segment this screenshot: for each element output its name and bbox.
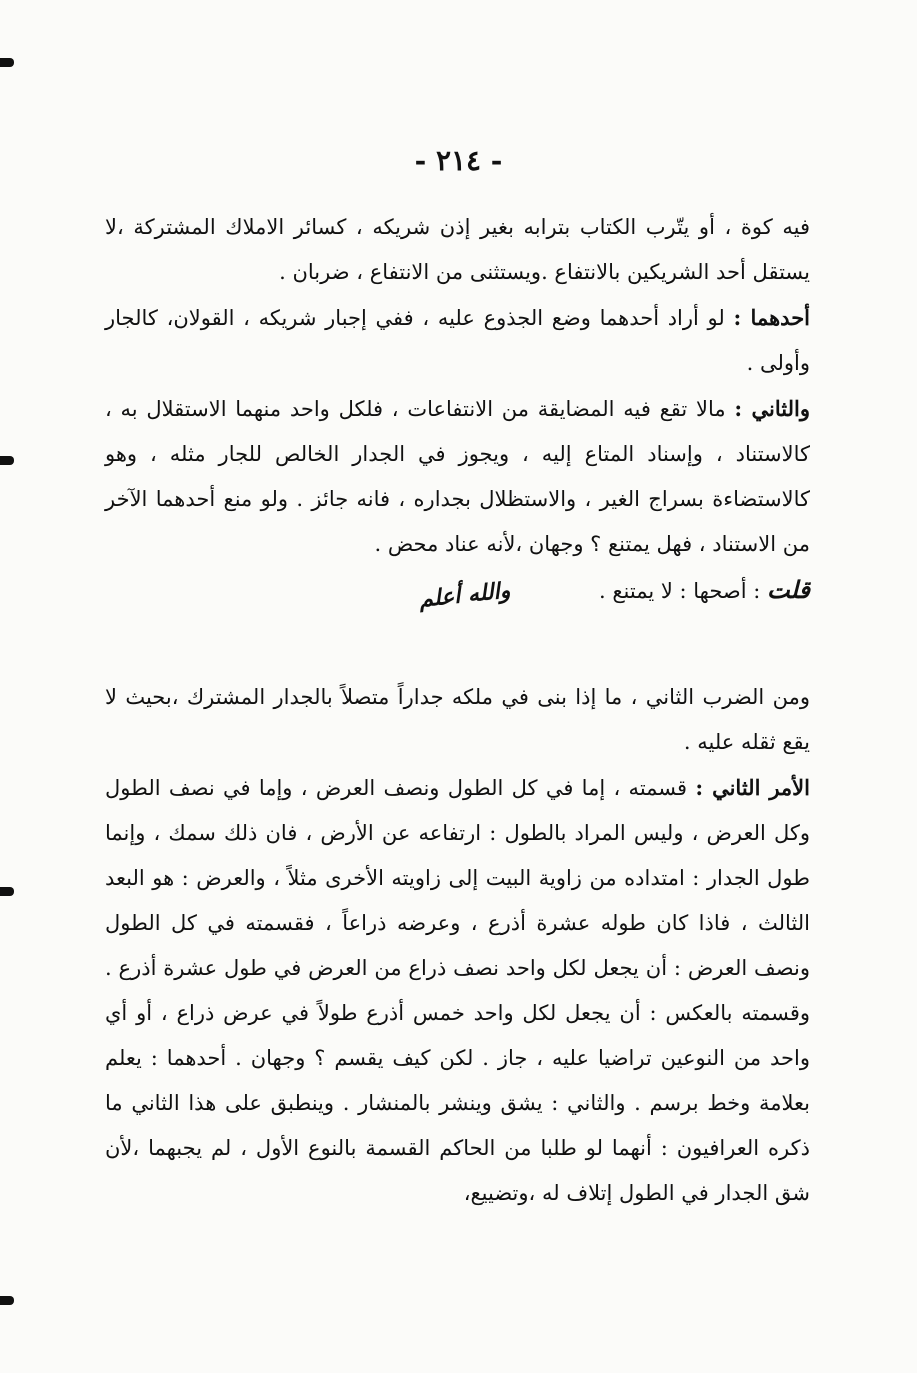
scan-edge-mark <box>0 456 14 465</box>
scan-edge-mark <box>0 1296 14 1305</box>
section-gap <box>105 623 810 675</box>
paragraph-lead: الأمر الثاني : <box>695 775 810 800</box>
paragraph-5 <box>105 765 810 1216</box>
paragraph-text: لو أراد أحدهما وضع الجذوع عليه ، ففي إجبار شريكه ، القولان، كالجار وأولى . <box>105 306 810 375</box>
page-number: - ٢١٤ - <box>414 144 503 177</box>
paragraph-lead: أحدهما : <box>733 305 811 330</box>
paragraph-3 <box>105 386 810 567</box>
paragraph-4 <box>105 675 810 765</box>
qult-text: : أصحها : لا يمتنع . <box>599 579 768 603</box>
paragraph-2 <box>105 295 810 386</box>
scan-edge-mark <box>0 887 14 896</box>
closing-formula: والله أعلم <box>417 577 512 613</box>
paragraph-1 <box>105 205 810 295</box>
paragraph-text: قسمته ، إما في كل الطول ونصف العرض ، وإما في نصف الطول وكل العرض ، وليس المراد بالطول : ارتفاعه عن الأرض ، فان ذلك سمك ، وإنما طول الجدار : امتداده من زاوية البيت إلى زاويته الأخرى مثلاً ، والعرض : هو البعد الثالث ، فاذا كان طوله عشرة أذرع ، وعرضه ذراعاً ، فقسمته في كل الطول ونصف العرض : أن يجعل لكل واحد نصف ذراع من العرض في طول عشرة أذرع . وقسمته بالعكس : أن يجعل لكل واحد خمس أذرع طولاً في عرض ذراع ، أو أي واحد من النوعين تراضيا عليه ، جاز . لكن كيف يقسم ؟ وجهان . أحدهما : يعلم بعلامة وخط برسم . والثاني : يشق وينشر بالمنشار . وينطبق على هذا الثاني ما ذكره العرافيون : أنهما لو طلبا من الحاكم القسمة بالنوع الأول ، لم يجبهما ،لأن شق الجدار في الطول إتلاف له ،وتضييع، <box>105 776 810 1205</box>
scan-edge-mark <box>0 58 14 67</box>
paragraph-text: مالا تقع فيه المضايقة من الانتفاعات ، فلكل واحد منهما الاستقلال به ، كالاستناد ، وإسناد المتاع إليه ، ويجوز في الجدار الخالص للجار مثله ، وهو كالاستضاءة بسراج الغير ، والاستظلال بجداره ، فانه جائز . ولو منع أحدهما الآخر من الاستناد ، فهل يمتنع ؟ وجهان ،لأنه عناد محض . <box>105 397 810 556</box>
qult-label: قلت <box>767 575 810 604</box>
paragraph-lead: والثاني : <box>734 396 810 421</box>
paragraph-text: ومن الضرب الثاني ، ما إذا بنى في ملكه جداراً متصلاً بالجدار المشترك ،بحيث لا يقع ثقله عليه . <box>105 685 810 754</box>
body-text <box>105 205 810 1216</box>
paragraph-text: فيه كوة ، أو يتّرب الكتاب بترابه بغير إذن شريكه ، كسائر الاملاك المشتركة ،لا يستقل أحد الشريكين بالانتفاع .ويستثنى من الانتفاع ، ضربان . <box>105 215 810 284</box>
qult-line <box>105 567 810 623</box>
